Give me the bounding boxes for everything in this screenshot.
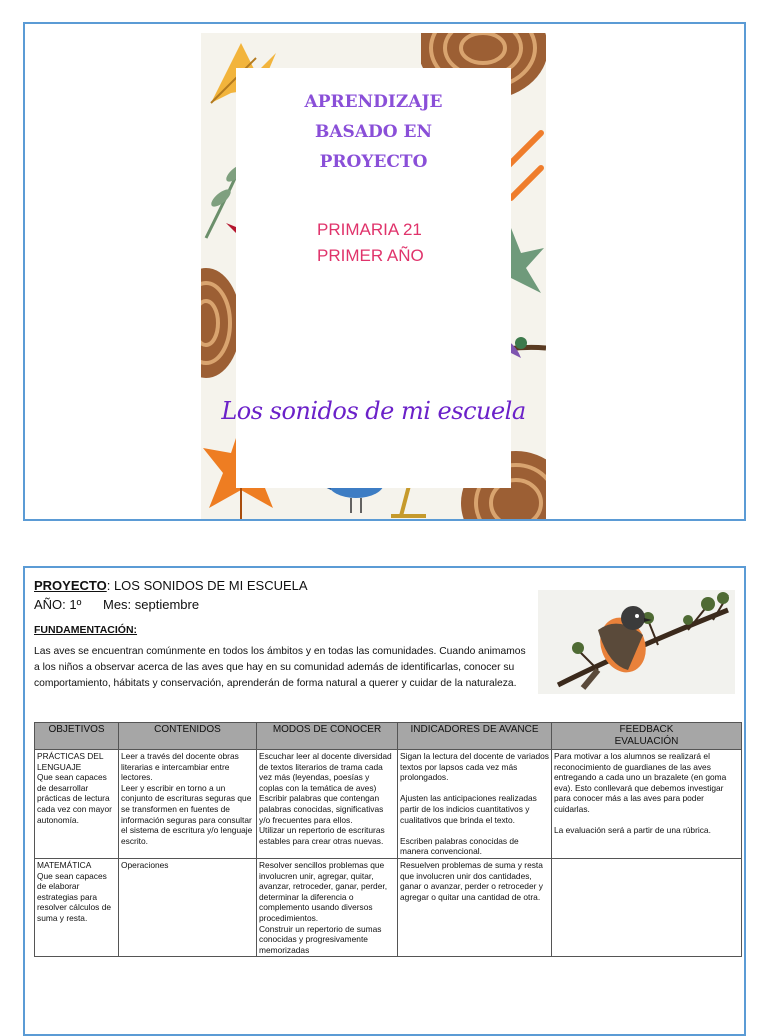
- year-month-line: [34, 597, 199, 612]
- cell-feedback: [552, 858, 742, 956]
- cell-modos: Resolver sencillos problemas que involucren unir, agregar, quitar, avanzar, retroceder, ganar, perder, determinar la diferencia o complemento usando diversos procedimientos. Construir un repertorio de sumas conocidas y progresivamente memorizadas: [257, 858, 398, 956]
- cover-grade-line2: PRIMER AÑO: [317, 246, 424, 265]
- cover-title-line: APRENDIZAJE: [304, 92, 443, 112]
- cover-grade: [317, 217, 424, 269]
- bird-on-branch-photo: [538, 590, 735, 694]
- cover-title-line: BASADO EN: [315, 122, 432, 142]
- header-contenidos: CONTENIDOS: [119, 723, 257, 750]
- cover-title-line: PROYECTO: [319, 152, 428, 172]
- cell-indicadores: Resuelven problemas de suma y resta que involucren unir dos cantidades, ganar o avanzar, perder o retroceder y agregar o quitar una cantidad de otra.: [398, 858, 552, 956]
- project-plan-table: [34, 722, 742, 957]
- project-document-page: [23, 566, 746, 1036]
- cover-project-name: Los sonidos de mi escuela: [221, 397, 526, 425]
- cover-title: [201, 87, 546, 177]
- cover-poster: [201, 33, 546, 519]
- table-header-row: [35, 723, 742, 750]
- project-value: : LOS SONIDOS DE MI ESCUELA: [106, 578, 308, 593]
- table-row: [35, 858, 742, 956]
- project-line: [34, 578, 308, 593]
- year-label: AÑO: 1º: [34, 597, 82, 612]
- fundamentacion-label: FUNDAMENTACIÓN:: [34, 624, 138, 636]
- header-feedback-evaluacion: FEEDBACK EVALUACIÓN: [552, 723, 742, 750]
- cell-contenidos: Leer a través del docente obras literarias e intercambiar entre lectores. Leer y escribir en torno a un conjunto de escrituras seguras que se transformen en fuentes de información seguras para consultar el sistema de escritura y/o lenguaje escrito.: [119, 750, 257, 859]
- cell-contenidos: Operaciones: [119, 858, 257, 956]
- header-indicadores: INDICADORES DE AVANCE: [398, 723, 552, 750]
- cell-feedback: Para motivar a los alumnos se realizará el reconocimiento de guardianes de las aves entregando a cada uno un brazalete (en goma eva). Esto conllevará que debemos investigar para conocer más a las aves para poder cuidarlas. La evaluación será a partir de una rúbrica.: [552, 750, 742, 859]
- project-label: PROYECTO: [34, 578, 107, 593]
- cell-modos: Escuchar leer al docente diversidad de textos literarios de trama cada vez más (leyendas, poesías y coplas con la temática de aves) Escribir palabras que contengan palabras conocidas, significativas y/o frecuentes para ellos. Utilizar un repertorio de escrituras estables para crear otras nuevas.: [257, 750, 398, 859]
- cell-indicadores: Sigan la lectura del docente de variados textos por lapsos cada vez más prolongados. Ajusten las anticipaciones realizadas partir de los indicios cuantitativos y cualitativos que brinda el texto. Escriben palabras conocidas de manera convencional.: [398, 750, 552, 859]
- cover-grade-line1: PRIMARIA 21: [317, 220, 422, 239]
- month-label: Mes: septiembre: [103, 597, 200, 612]
- cover-page: [23, 22, 746, 521]
- cell-objetivos: PRÁCTICAS DEL LENGUAJE Que sean capaces de desarrollar prácticas de lectura cada vez con mayor autonomía.: [35, 750, 119, 859]
- fundamentacion-text: Las aves se encuentran comúnmente en todos los ámbitos y en todas las comunidades. Cuando animamos a los niños a observar acerca de las aves que hay en su comunidad además de identificarlas, conocer su comportamiento, hábitats y conservación, aprenderán de forma natural a querer y cuidar de la naturaleza.: [34, 646, 526, 689]
- table-row: [35, 750, 742, 859]
- header-modos-de-conocer: MODOS DE CONOCER: [257, 723, 398, 750]
- header-objetivos: OBJETIVOS: [35, 723, 119, 750]
- fundamentacion-heading: [34, 624, 137, 636]
- cell-objetivos: MATEMÁTICA Que sean capaces de elaborar estrategias para resolver cálculos de suma y resta.: [35, 858, 119, 956]
- wood-slice-left: [201, 268, 241, 378]
